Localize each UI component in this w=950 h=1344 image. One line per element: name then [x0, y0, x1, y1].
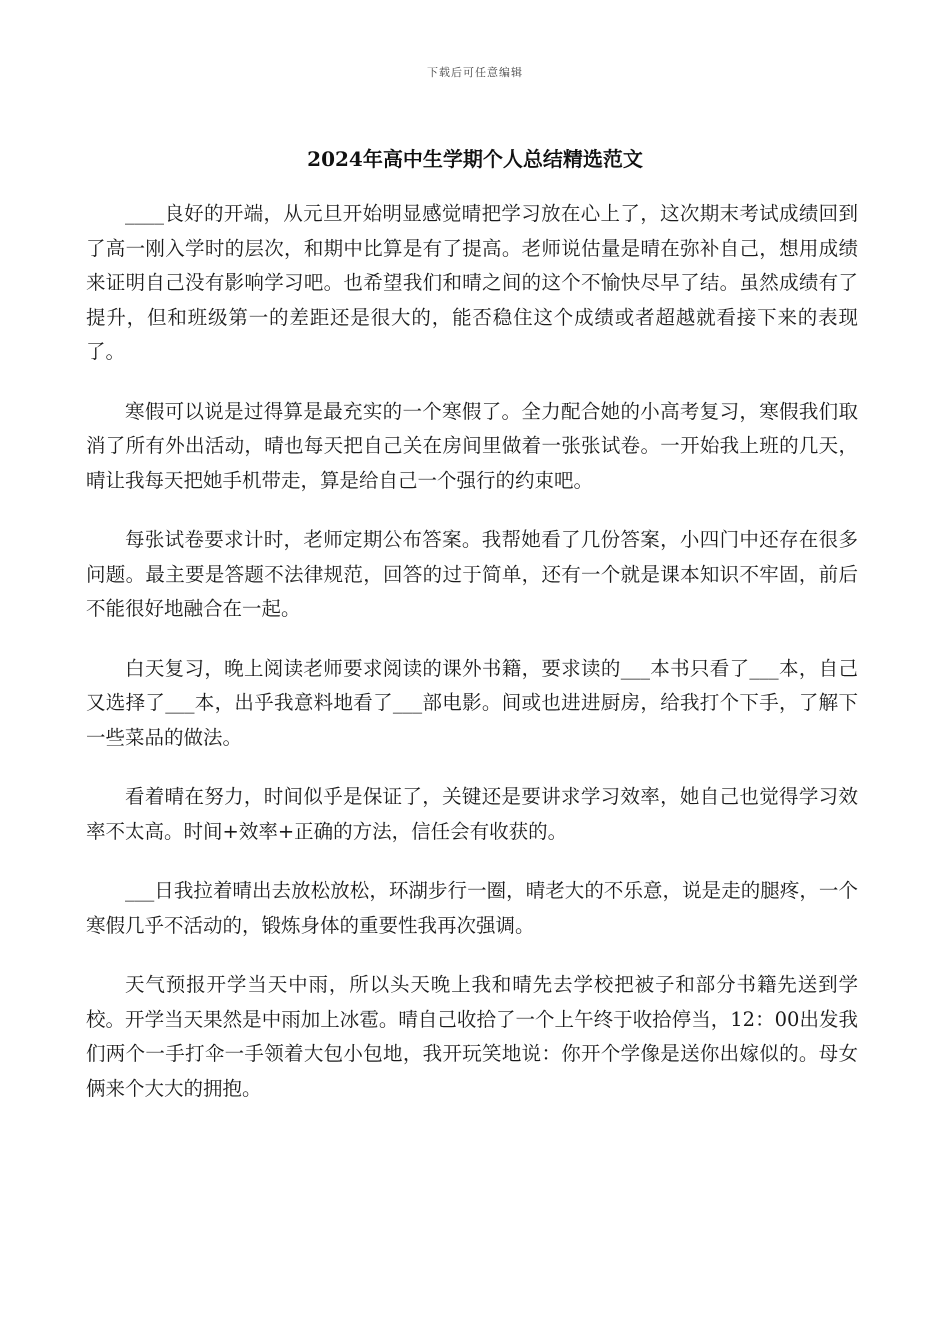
document-body [86, 197, 858, 1131]
paragraph-4: 白天复习，晚上阅读老师要求阅读的课外书籍，要求读的___本书只看了___本，自己又选择了___本，出乎我意料地看了___部电影。间或也进进厨房，给我打个下手，了解下一些菜品的做法。 [86, 656, 858, 749]
paragraph-3: 每张试卷要求计时，老师定期公布答案。我帮她看了几份答案，小四门中还存在很多问题。最主要是答题不法律规范，回答的过于简单，还有一个就是课本知识不牢固，前后不能很好地融合在一起。 [86, 528, 858, 620]
paragraph-2: 寒假可以说是过得算是最充实的一个寒假了。全力配合她的小高考复习，寒假我们取消了所有外出活动，晴也每天把自己关在房间里做着一张张试卷。一开始我上班的几天，晴让我每天把她手机带走，算是给自己一个强行的约束吧。 [86, 399, 858, 492]
paragraph-7: 天气预报开学当天中雨，所以头天晚上我和晴先去学校把被子和部分书籍先送到学校。开学当天果然是中雨加上冰雹。晴自己收拾了一个上午终于收拾停当，12：00出发我们两个一手打伞一手领着大包小包地，我开玩笑地说：你开个学像是送你出嫁似的。母女俩来个大大的拥抱。 [86, 973, 858, 1100]
document-title: 2024年高中生学期个人总结精选范文 [307, 147, 643, 171]
header-note: 下载后可任意编辑 [427, 66, 523, 79]
paragraph-1: ____良好的开端，从元旦开始明显感觉晴把学习放在心上了，这次期末考试成绩回到了高一刚入学时的层次，和期中比算是有了提高。老师说估量是晴在弥补自己，想用成绩来证明自己没有影响学习吧。也希望我们和晴之间的这个不愉快尽早了结。虽然成绩有了提升，但和班级第一的差距还是很大的，能否稳住这个成绩或者超越就看接下来的表现了。 [86, 202, 858, 363]
paragraph-6: ___日我拉着晴出去放松放松，环湖步行一圈，晴老大的不乐意，说是走的腿疼，一个寒假几乎不活动的，锻炼身体的重要性我再次强调。 [86, 879, 858, 937]
paragraph-5: 看着晴在努力，时间似乎是保证了，关键还是要讲求学习效率，她自己也觉得学习效率不太高。时间+效率+正确的方法，信任会有收获的。 [86, 785, 858, 843]
